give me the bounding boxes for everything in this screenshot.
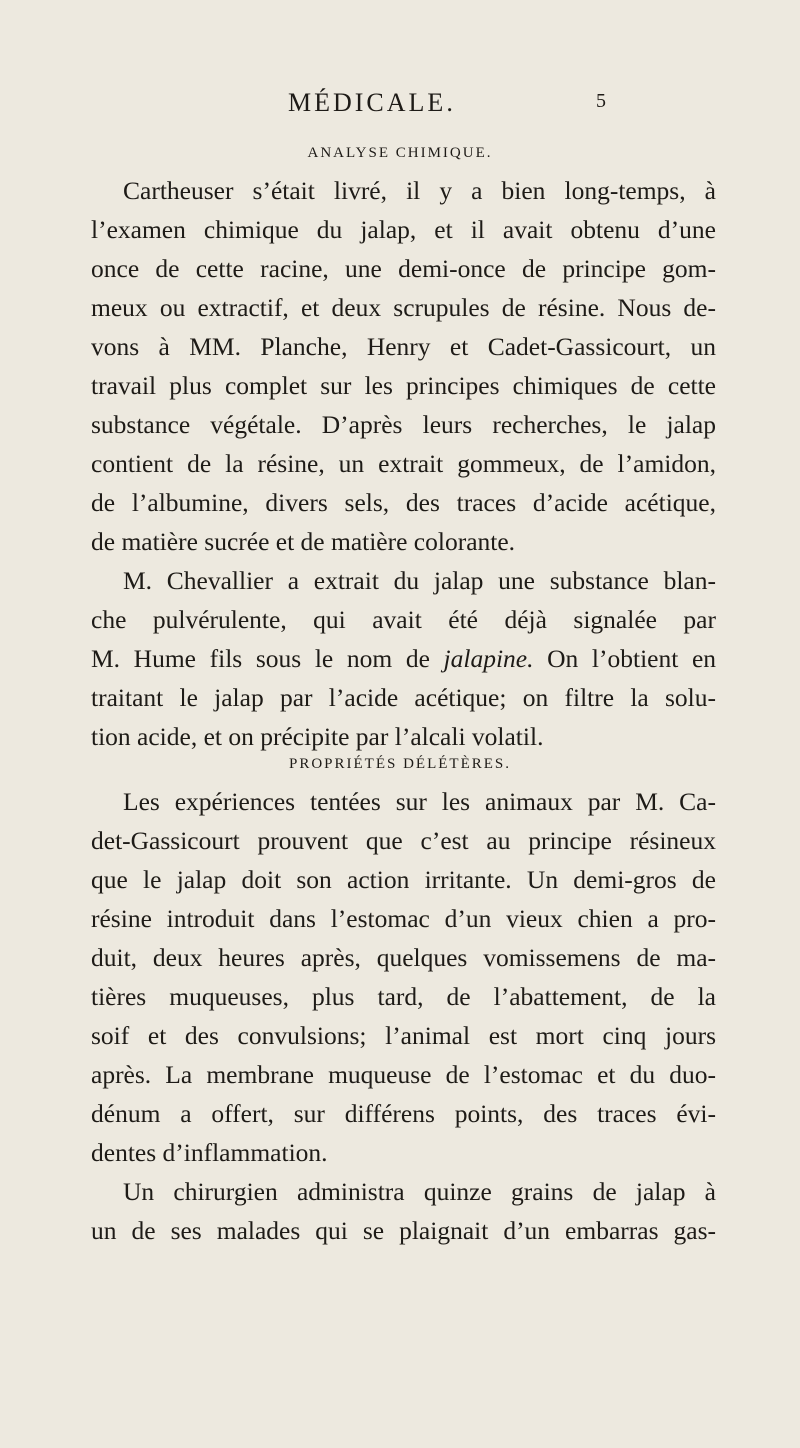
text-line: Cartheuser s’était livré, il y a bien long-temps, à	[123, 176, 716, 205]
text-line: contient de la résine, un extrait gommeux, de l’amidon,	[91, 449, 716, 478]
text-line: dénum a offert, sur différens points, des traces évi-	[91, 1099, 716, 1128]
text-line: meux ou extractif, et deux scrupules de résine. Nous de-	[91, 293, 716, 322]
text-line: che pulvérulente, qui avait été déjà signalée par	[91, 605, 716, 634]
text-line: duit, deux heures après, quelques vomissemens de ma-	[91, 943, 716, 972]
text-line: de l’albumine, divers sels, des traces d’acide acétique,	[91, 488, 716, 517]
text-line: traitant le jalap par l’acide acétique; on filtre la solu-	[91, 683, 716, 712]
italic-term: jalapine.	[443, 644, 534, 673]
text-line: tières muqueuses, plus tard, de l’abattement, de la	[91, 982, 716, 1011]
text-line: un de ses malades qui se plaignait d’un embarras gas-	[91, 1216, 716, 1245]
text-segment: On l’obtient en	[547, 644, 717, 673]
text-line: det-Gassicourt prouvent que c’est au principe résineux	[91, 826, 716, 855]
section-heading-proprietes: PROPRIÉTÉS DÉLÉTÈRES.	[288, 756, 511, 772]
text-line: substance végétale. D’après leurs recherches, le jalap	[91, 410, 716, 439]
text-line: tion acide, et on précipite par l’alcali volatil.	[91, 722, 544, 751]
text-line: M. Chevallier a extrait du jalap une substance blan-	[123, 566, 716, 595]
text-line: Les expériences tentées sur les animaux par M. Ca-	[123, 787, 716, 816]
page-number: 5	[596, 90, 606, 112]
text-line: Un chirurgien administra quinze grains de jalap à	[123, 1177, 716, 1206]
text-line: once de cette racine, une demi-once de principe gom-	[91, 254, 716, 283]
text-line: après. La membrane muqueuse de l’estomac et du duo-	[91, 1060, 716, 1089]
text-line: dentes d’inflammation.	[91, 1138, 328, 1167]
running-title: MÉDICALE.	[288, 88, 456, 117]
text-line: travail plus complet sur les principes chimiques de cette	[91, 371, 716, 400]
text-line: l’examen chimique du jalap, et il avait obtenu d’une	[91, 215, 716, 244]
section-proprietes-body	[91, 782, 716, 1250]
text-segment: M. Hume fils sous le nom de	[91, 644, 430, 673]
text-line: résine introduit dans l’estomac d’un vieux chien a pro-	[91, 904, 716, 933]
text-line-with-italic	[91, 639, 716, 678]
text-line: vons à MM. Planche, Henry et Cadet-Gassicourt, un	[91, 332, 716, 361]
text-line: que le jalap doit son action irritante. Un demi-gros de	[91, 865, 716, 894]
running-head	[0, 88, 800, 118]
text-line: de matière sucrée et de matière colorante.	[91, 527, 516, 556]
section-heading-analyse: ANALYSE CHIMIQUE.	[307, 145, 493, 161]
section-analyse-body	[91, 171, 716, 756]
text-line: soif et des convulsions; l’animal est mort cinq jours	[91, 1021, 716, 1050]
